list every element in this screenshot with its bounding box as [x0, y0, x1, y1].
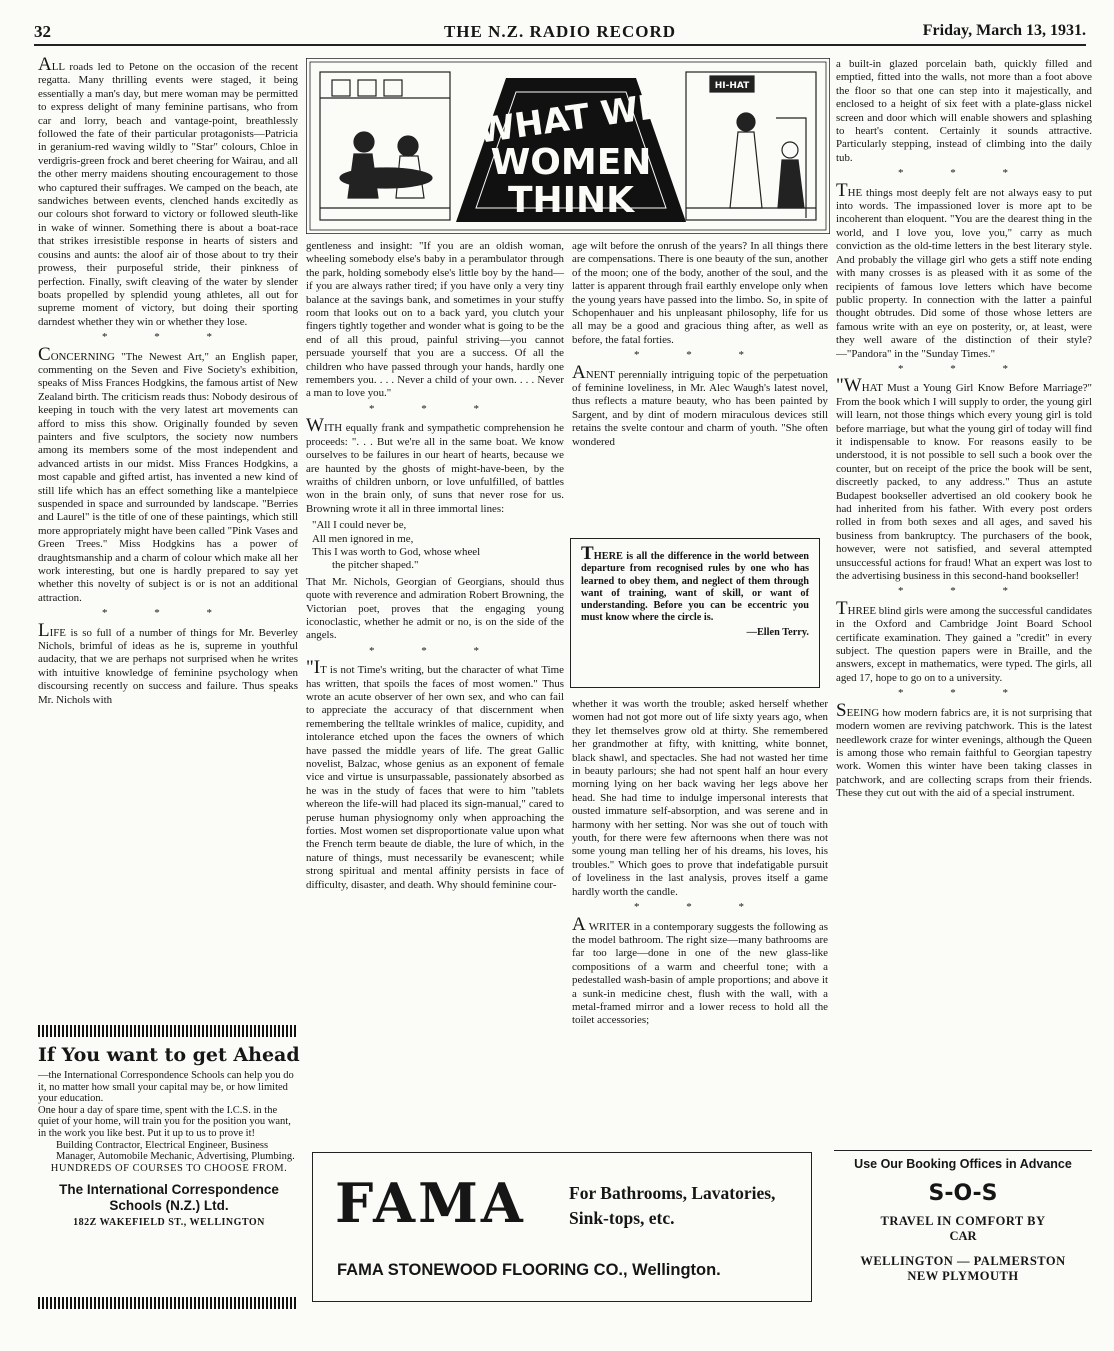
article-alec-waugh-text: NENT perennially intriguing topic of the perpetuation of feminine loveliness, in Mr. Alec Waugh's latest novel, thus reflects a mature beauty, who has been painted by Sargent, and by dint of modern miraculous devices still retains the svelte contour and charm of youth. "She often wondered [572, 368, 828, 448]
quote-line: All men ignored in me, [312, 532, 414, 545]
article-compensations [572, 240, 828, 347]
article-nichols-cont-text: gentleness and insight: "If you are an oldish woman, wheeling somebody else's baby in a perambulator through the park, holding somebody else's little boy by the hand—if you are always rather tired; if you have only a very tiny balance at the savings bank, and sometimes in your stuffy room that looks out on to a back yard, you clutch your fingers tightly together and wonder what is going to be the end of all this proud, painful striving—you cannot persuade yourself that you are a success. Of all the children who have passed through your hands, hardly one remembers you. . . . Never a child of your own. . . . Never a man to love you." [306, 240, 564, 400]
article-patchwork-text: EEING how modern fabrics are, it is not surprising that modern women are reviving patchwork. This is the latest needlework craze for winter evenings, although the Queen is among those who remain faithful to Georgian tapestry work. Women this winter have been taking classes in patchwork, and are collecting scraps from their friends. These they cut out with the aid of a special instrument. [836, 706, 1092, 800]
page-number: 32 [34, 22, 51, 41]
quote-box-text: HERE is all the difference in the world between departure from recognised rules by one who has learned to obey them, and neglect of them through want of training, want of skill, or want of understanding. Before you can be eccentric you must know where the circle is. [581, 551, 809, 624]
ellen-terry-quote-box [570, 538, 820, 688]
browning-quote [312, 519, 564, 573]
drop-cap: T [581, 543, 594, 564]
column-1 [38, 54, 298, 709]
drop-cap: L [38, 619, 50, 641]
quote-line: "All I could never be, [312, 519, 407, 532]
drop-cap: A [572, 913, 586, 935]
article-blind-girls-text: HREE blind girls were among the successful candidates in the Oxford and Cambridge Joint Board School certificate examination. They gained a "credit" in every subject. The question papers were in Braille, and the answers, except in mathematics, were typed. The girls, all aged 17, hope to go on to a university. [836, 604, 1092, 684]
sos-title: S-O-S [928, 1181, 998, 1206]
sos-travel-line: TRAVEL IN COMFORT BY [880, 1214, 1046, 1228]
article-frank-sympathetic [306, 415, 564, 516]
section-divider: * * * [634, 349, 766, 362]
fama-tagline [569, 1181, 775, 1231]
article-waugh-cont-text: whether it was worth the trouble; asked herself whether women had not got more out of life sixty years ago, when they let themselves grow old at thirty. She remembered her grandmother at fifty, with knitting, white bonnet, black shawl, and spectacles. She had not wasted her time in beauty parlours; she had not spent half an hour every morning lying on her back waving her legs above her head. She had time to indulge impersonal interests that ousted immature self-absorption, and was serene and in harmony with her setting. Nor was she out of touch with youth, for there were few afternoons when there was not some young man telling her of his dreams, his loves, his troubles." Which goes to prove that indefatigable pursuit of loveliness in the last analysis, proves itself a game hardly worth the candle. [572, 698, 828, 898]
article-love-letters [836, 179, 1092, 361]
sos-advertisement [834, 1150, 1092, 1284]
fama-tagline-2: Sink-tops, etc. [569, 1208, 675, 1228]
section-divider: * * * [102, 607, 234, 620]
drop-cap: T [836, 597, 848, 619]
article-georgian [306, 576, 564, 643]
ad-border-bottom [38, 1297, 296, 1309]
article-nichols-cont [306, 240, 564, 401]
fama-advertisement [312, 1152, 812, 1302]
section-divider: * * * [898, 362, 1030, 375]
drop-cap: C [38, 343, 51, 365]
quote-line: This I was worth to God, whose wheel [312, 545, 481, 558]
sos-rule [834, 1150, 1092, 1151]
article-times-writing [306, 657, 564, 892]
article-waugh-cont [572, 698, 828, 899]
fama-company: FAMA STONEWOOD FLOORING CO., Wellington. [337, 1261, 721, 1279]
article-beverley-nichols [38, 619, 298, 707]
article-model-bathroom [572, 913, 828, 1028]
ad-body-2: One hour a day of spare time, spent with the I.C.S. in the quiet of your home, will train you for the position you want, in the work you like best. Put it up to us to prove it! [38, 1104, 291, 1139]
article-newest-art-text: ONCERNING "The Newest Art," an English paper, commenting on the Seven and Five Society's exhibition, speaks of Miss Frances Hodgkins, the famous artist of New Zealand birth. The criticism reads thus: Nobody desirous of keeping in touch with the very latest art movements can afford to miss this show. Originally founded by seven painters and five sculptors, the society now numbers among its members some of the most independent and advanced artists in our midst. Miss Frances Hodgkins, a most capable and gifted artist, has invented a new kind of still life which has an effect something like a mantelpiece suspended in space and surrounded by landscape. "Berries and Laurel" is the title of one of these paintings, which still more appropriately might have been called "Pink Vases and Green Trees." Miss Hodgkins has a power of draughtsmanship and a charm of colour which make all her work interesting, but one is hardly prepared to say yet whether this novelty of subject is or is not an additional attraction. [38, 350, 298, 604]
ad-company-name: The International Correspondence Schools (N.Z.) Ltd. [59, 1182, 279, 1214]
section-divider: * * * [898, 687, 1030, 700]
drop-cap: "I [306, 657, 321, 679]
banner-illustration [306, 58, 830, 234]
article-young-girl [836, 375, 1092, 583]
publication-title: THE N.Z. RADIO RECORD [443, 22, 677, 41]
banner-title-line2: WOMEN [490, 142, 652, 183]
article-bath-cont [836, 58, 1092, 165]
article-regatta-text: LL roads led to Petone on the occasion of the recent regatta. Many thrilling events were staged, it being essentially a man's day, but mere woman may be permitted to express delight of many feminine partisans, who from car and lorry, beach and vantage-point, breathlessly followed the fate of their particular protagonists—Patricia in geranium-red waving wildly to "Star" colours, Chloe in verdigris-green frock and beret cheering for Wairau, and all the other merry maidens shouting encouragement to those who captured their suffrages. We camped on the beach, ate sandwiches between events, clenched hands excitedly as our colours shot forward to victory or followed sleuth-like in wake of winner. Something there is about a boat-race that strikes irresistible response in hearts of sisters and cousins and aunts: the aloof air of those about to try their prowess, their purposeful stride, their pinkness of perfection. Finally, swift cleaving of the water by slender boats propelled by splendid young athletes, all out for supreme moment of victory, but doing their sporting darndest whether they win or whether they lose. [38, 61, 298, 328]
banner-title-line3: THINK [507, 180, 635, 221]
article-love-letters-text: HE things most deeply felt are not always easy to put into words. The impassioned lover is more apt to be incoherent than eloquent. "You are the dearest thing in the world, and I love you, love you," carry as much conviction as the old-time letters in the best literary style. And probably the village girl who gets a stiff note ending with many crosses is as pleased with it as some of the recipients of famous love letters which have become public property. In connection with the latter a painful thought obtrudes. Did some of those whose letters are famous write with an eye on posterity, or, at least, were they well aware of the distinction of their style?—"Pandora" in the "Sunday Times." [836, 186, 1092, 360]
article-patchwork [836, 699, 1092, 801]
article-frank-sympathetic-text: ITH equally frank and sympathetic comprehension he proceeds: ". . . But we're all in the same boat. We know ourselves to be failures in our heart of hearts, because we are haunted by the ghosts of might-have-been, by the wraiths of children unborn, or love unfulfilled, of battles won in the brain only, of suns that never rose for us. Browning wrote it all in three immortal lines: [306, 422, 564, 515]
sos-car-line: CAR [949, 1229, 977, 1243]
column-3-top [572, 240, 828, 451]
ad-hundreds: HUNDREDS OF COURSES TO CHOOSE FROM. [50, 1162, 288, 1174]
sos-route-line: WELLINGTON — PALMERSTON [860, 1254, 1066, 1268]
section-divider: * * * [369, 402, 501, 415]
drop-cap: T [836, 179, 848, 201]
ad-headline: If You want to get Ahead [38, 1044, 300, 1066]
sos-destination-line: NEW PLYMOUTH [907, 1269, 1019, 1283]
article-compensations-text: age wilt before the onrush of the years? In all things there are compensations. There is one beauty of the sun, another of the moon; one of the body, another of the soul, and the latter is apparent through frail earthly envelope only when the young years have passed into the limbo. So, in spite of Schopenhauer and his unpleasant philosophy, life for us all may be a good and gracious thing after, as well as before, the fatal forties. [572, 240, 828, 346]
article-blind-girls [836, 597, 1092, 685]
drop-cap: W [306, 415, 324, 437]
section-divider: * * * [102, 331, 234, 344]
article-regatta [38, 54, 298, 329]
header-rule [34, 44, 1086, 46]
fama-logo: FAMA [335, 1171, 526, 1235]
quote-attribution: —Ellen Terry. [746, 626, 809, 638]
drop-cap: A [38, 54, 52, 75]
drop-cap: S [836, 699, 847, 721]
column-banner [306, 58, 830, 234]
ad-courses: Building Contractor, Electrical Engineer, Business Manager, Automobile Mechanic, Advertising, Plumbing. [56, 1139, 295, 1163]
article-beverley-nichols-text: IFE is so full of a number of things for Mr. Beverley Nichols, brimful of ideas as he is, supreme in youthful audacity, that we are perhaps not surprised when he writes with intuitive knowledge of feminine psychology when discoursing recently on success and failure. Thus speaks Mr. Nichols with [38, 626, 298, 706]
quote-line: the pitcher shaped." [332, 559, 419, 572]
ad-body-1: —the International Correspondence Schools can help you do it, no matter how small your capital may be, or how limited your education. [38, 1070, 294, 1105]
drop-cap: A [572, 361, 586, 383]
column-4 [836, 58, 1092, 803]
article-bath-cont-text: a built-in glazed porcelain bath, quickly filled and emptied, fitted into the walls, not more than a foot above the floor so that one can step into it majestically, and enclosed to a height of six feet with a plate-glass nickel screen and door which will enable showers and splashing to heart's content. Certainly it sounds attractive. Particularly stepping, instead of climbing into the daily tub. [836, 58, 1092, 164]
article-georgian-text: That Mr. Nichols, Georgian of Georgians, should thus quote with reverence and admiration Robert Browning, the Victorian poet, proves that the engaging young iconoclastic, whether he admit or no, is on the side of the angels. [306, 575, 564, 642]
article-newest-art [38, 343, 298, 606]
sos-booking-line: Use Our Booking Offices in Advance [854, 1157, 1072, 1171]
section-divider: * * * [898, 167, 1030, 180]
ad-address: 182Z WAKEFIELD ST., WELLINGTON [73, 1217, 265, 1229]
column-3-bottom [572, 698, 828, 1030]
article-model-bathroom-text: WRITER in a contemporary suggests the following as the model bathroom. The right size—many bathrooms are far too large—done in one of the new glass-like compositions of a warm and cheerful tone; with a pedestalled wash-basin of ample proportions; and above it a sunk-in medicine chest, flush with the wall, with a metal-framed mirror and a lower recess to hold all the toilet accessories; [572, 920, 828, 1027]
ad-border-top [38, 1025, 296, 1037]
section-divider: * * * [898, 585, 1030, 598]
drop-cap: "W [836, 375, 862, 397]
issue-date: Friday, March 13, 1931. [922, 22, 1086, 39]
article-times-writing-text: T is not Time's writing, but the character of what Time has written, that spoils the faces of most women." Thus wrote an acute observer of her own sex, and who can fail to appreciate the accuracy of that discernment when remembering the telltale wrinkles of malice, cupidity, and intolerance etched upon the faces the owners of which have passed the middle years of life. The great Gallic novelist, Balzac, whose genius as an exponent of female vice and virtue is unsurpassable, passionately absorbed as he was in the study of faces that were to him "tablets whereon the life-will had placed its sign-manual," cared to peruse human physiognomy only when approaching the forties. Most women set disproportionate value upon what the French term beaute de diable, the lure of which, in the nature of things, must necessarily be evanescent; while strong spiritual and mental affinity persists in face of difficulty, disaster, and death. Why should feminine cour- [306, 664, 564, 891]
fama-tagline-1: For Bathrooms, Lavatories, [569, 1183, 776, 1203]
ics-advertisement [38, 1070, 300, 1229]
section-divider: * * * [369, 644, 501, 657]
page-header [34, 16, 1086, 42]
article-young-girl-text: HAT Must a Young Girl Know Before Marriage?" From the book which I will supply to order, the young girl will learn, not those things which every young girl is told before marriage, but what the young girl of today will find it indispensable to know. For reasons easily to be understood, it is not possible to sell such a book over the counter, but on receipt of the price the book will be sent, discreetly packed, to any address." Thus an astute Budapest bookseller advertised an old cookery book he had inherited from his father. With every post orders rolled in from both sexes and all ages, and saved his business from bankruptcy. The purchasers of the book, however, were not satisfied, and several attempted unsuccessful actions for fraud! What an expert was lost to the advertising business in this second-hand bookseller! [836, 382, 1092, 583]
section-divider: * * * [634, 901, 766, 914]
article-alec-waugh [572, 361, 828, 449]
column-2 [306, 240, 564, 894]
hi-hat-badge: HI-HAT [714, 81, 750, 91]
banner-title-line1: WHAT WE [474, 86, 665, 152]
